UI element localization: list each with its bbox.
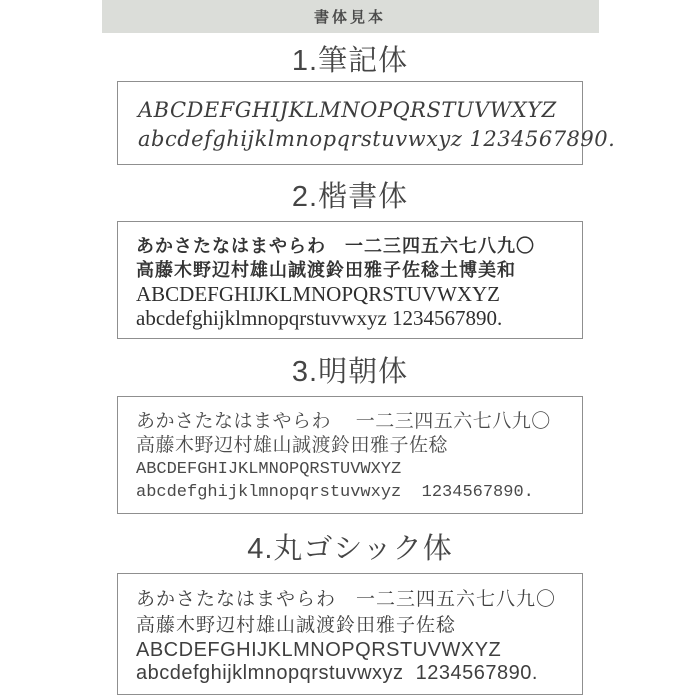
font-sample-box-kaisho <box>117 221 583 339</box>
sample-line: あかさたなはまやらわ 一二三四五六七八九〇 <box>136 589 557 610</box>
sample-line: abcdefghijklmnopqrstuvwxyz 1234567890. <box>136 483 534 502</box>
sample-line: あかさたなはまやらわ 一二三四五六七八九〇 <box>136 236 535 256</box>
sample-line: abcdefghijklmnopqrstuvwxyz 1234567890. <box>138 127 616 151</box>
sample-line: ABCDEFGHIJKLMNOPQRSTUVWXYZ <box>136 460 402 479</box>
page-title: 書体見本 <box>313 9 386 26</box>
sample-line: あかさたなはまやらわ 一二三四五六七八九〇 <box>136 411 551 432</box>
section-heading-kaisho: 2.楷書体 <box>291 181 409 213</box>
sample-line: ABCDEFGHIJKLMNOPQRSTUVWXYZ <box>136 639 502 661</box>
font-sample-box-cursive <box>117 81 616 165</box>
section-heading-maru-gothic: 4.丸ゴシック体 <box>247 533 453 565</box>
section-maru-gothic <box>0 533 700 695</box>
sample-line: abcdefghijklmnopqrstuvwxyz 1234567890. <box>136 662 538 684</box>
section-heading-mincho: 3.明朝体 <box>291 356 409 388</box>
section-cursive <box>0 45 700 165</box>
font-sample-box-maru-gothic <box>117 573 583 695</box>
sample-line: ABCDEFGHIJKLMNOPQRSTUVWXYZ <box>136 282 501 306</box>
sample-line: abcdefghijklmnopqrstuvwxyz 1234567890. <box>136 306 503 330</box>
page-header <box>102 0 599 33</box>
sample-line: ABCDEFGHIJKLMNOPQRSTUVWXYZ <box>138 98 557 122</box>
sample-line: 高藤木野辺村雄山誠渡鈴田雅子佐稔 <box>136 435 449 456</box>
font-sample-box-mincho <box>117 396 583 514</box>
section-kaisho <box>0 181 700 339</box>
sample-line: 高藤木野辺村雄山誠渡鈴田雅子佐稔土博美和 <box>136 260 516 280</box>
section-mincho <box>0 356 700 514</box>
section-heading-cursive: 1.筆記体 <box>291 45 409 77</box>
sample-line: 高藤木野辺村雄山誠渡鈴田雅子佐稔 <box>136 615 457 636</box>
